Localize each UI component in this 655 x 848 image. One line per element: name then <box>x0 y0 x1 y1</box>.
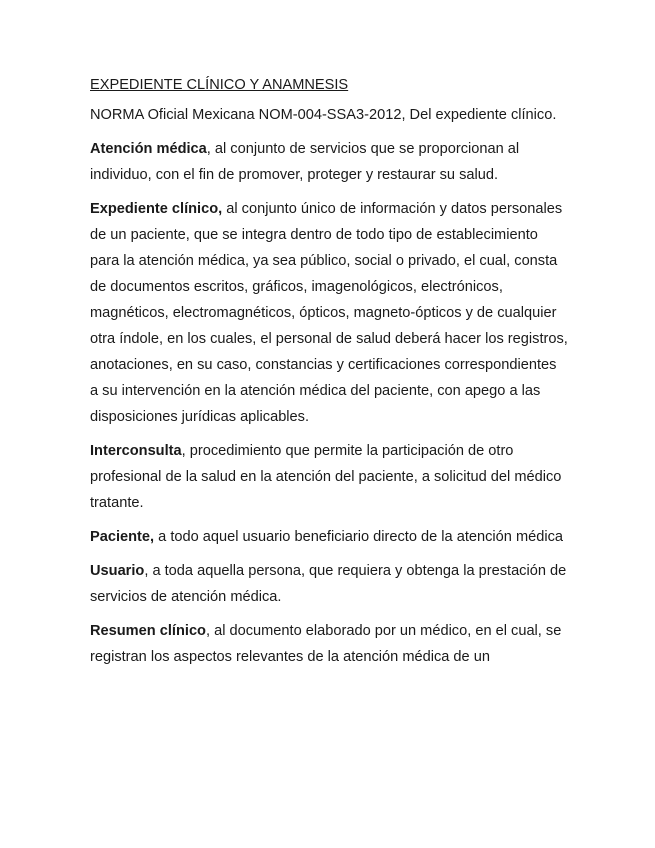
definition-text: , procedimiento que permite la participación de otro profesional de la salud en la atención del paciente, a solicitud del médico tratante. <box>90 443 562 511</box>
definition-usuario <box>90 558 568 610</box>
definition-text: , a toda aquella persona, que requiera y obtenga la prestación de servicios de atención médica. <box>90 563 567 605</box>
definition-term: Paciente, <box>90 529 155 545</box>
definition-expediente-clinico <box>90 196 568 430</box>
definition-text: , al documento elaborado por un médico, en el cual, se registran los aspectos relevantes de la atención médica de un <box>90 623 562 665</box>
definition-paciente <box>90 524 568 550</box>
definition-term: Resumen clínico <box>90 623 206 639</box>
definition-atencion-medica <box>90 136 568 188</box>
definition-term: Interconsulta <box>90 443 182 459</box>
definition-term: Expediente clínico, <box>90 201 223 217</box>
document-title: EXPEDIENTE CLÍNICO Y ANAMNESIS <box>90 77 349 93</box>
definition-term: Atención médica <box>90 141 207 157</box>
definition-resumen-clinico <box>90 618 568 670</box>
document-body <box>90 74 568 678</box>
norma-reference: NORMA Oficial Mexicana NOM-004-SSA3-2012, Del expediente clínico. <box>90 107 557 123</box>
definition-text: al conjunto único de información y datos personales de un paciente, que se integra dentro de todo tipo de establecimiento para la atención médica, ya sea público, social o privado, el cual, consta de documentos escritos, gráficos, imagenológicos, electrónicos, magnéticos, electromagnéticos, ópticos, magneto-ópticos y de cualquier otra índole, en los cuales, el personal de salud deberá hacer los registros, anotaciones, en su caso, constancias y certificaciones correspondientes a su intervención en la atención médica del paciente, con apego a las disposiciones jurídicas aplicables. <box>90 201 568 425</box>
definition-text: a todo aquel usuario beneficiario directo de la atención médica <box>154 529 563 545</box>
definition-text: , al conjunto de servicios que se proporcionan al individuo, con el fin de promover, proteger y restaurar su salud. <box>90 141 520 183</box>
definition-interconsulta <box>90 438 568 516</box>
definition-term: Usuario <box>90 563 145 579</box>
